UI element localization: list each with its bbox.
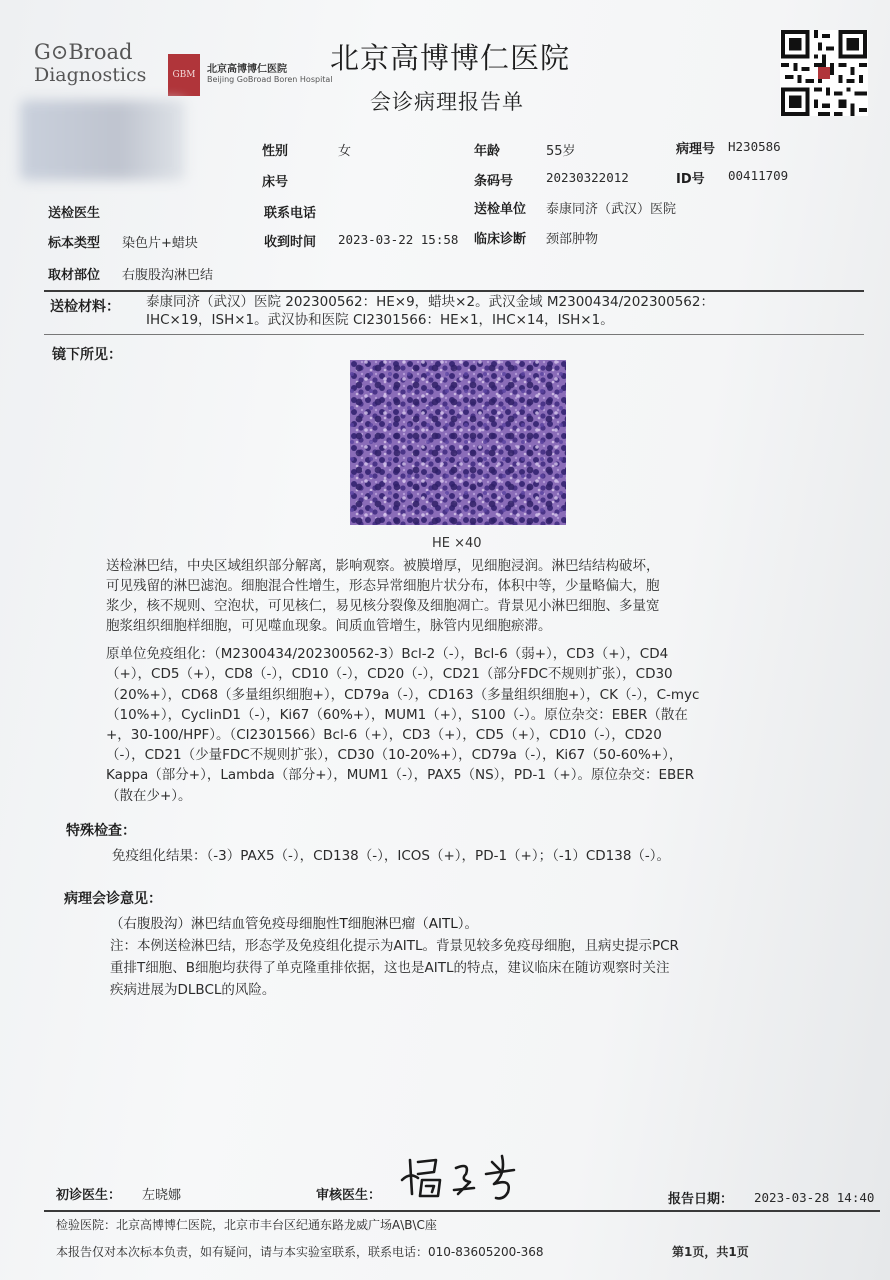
age-label: 年龄	[474, 144, 501, 159]
special-line: 免疫组化结果：（-3）PAX5（-），CD138（-），ICOS（+），PD-1（+）；（-1）CD138（-）。	[112, 848, 671, 864]
materials-line1: 泰康同济（武汉）医院 202300562：HE×9，蜡块×2。武汉金域 M2300434/202300562：	[146, 294, 714, 310]
initial-doctor-label: 初诊医生：	[56, 1188, 122, 1203]
site-value: 右腹股沟淋巴结	[122, 268, 214, 283]
received-label: 收到时间	[264, 235, 317, 250]
specimen-type-value: 染色片+蜡块	[122, 236, 198, 251]
micro-line-3: 浆少，核不规则、空泡状，可见核仁，易见核分裂像及细胞凋亡。背景见小淋巴细胞、多量宽	[106, 598, 660, 614]
logo-line1: G⊙Broad	[34, 40, 133, 64]
footer-note: 本报告仅对本次标本负责，如有疑问，请与本实验室联系，联系电话：010-83605200-368	[56, 1245, 544, 1259]
age-value: 55岁	[546, 144, 576, 159]
sex-value: 女	[338, 144, 352, 159]
microscopy-label: 镜下所见：	[52, 347, 122, 363]
he-micrograph	[350, 360, 566, 525]
special-label: 特殊检查：	[66, 823, 136, 839]
sex-label: 性别	[262, 144, 289, 159]
specimen-type-label: 标本类型	[48, 236, 101, 251]
gbm-logo: GBM	[168, 54, 200, 96]
report-date-label: 报告日期：	[668, 1192, 734, 1207]
opinion-label: 病理会诊意见：	[64, 891, 162, 907]
gobroad-logo	[34, 40, 146, 86]
doctor-label: 送检医生	[48, 206, 101, 221]
divider-materials	[44, 334, 864, 335]
pathology-no-label: 病理号	[676, 142, 716, 157]
handwritten-signature	[396, 1150, 536, 1205]
hospital-name: 北京高博博仁医院	[330, 41, 571, 75]
bed-label: 床号	[262, 175, 289, 190]
initial-doctor-value: 左晓娜	[142, 1188, 182, 1203]
micro-line-1: 送检淋巴结，中央区域组织部分解离，影响观察。被膜增厚，见细胞浸润。淋巴结结构破坏，	[106, 558, 660, 574]
phone-label: 联系电话	[264, 206, 317, 221]
site-label: 取材部位	[48, 268, 101, 283]
micrograph-caption: HE ×40	[432, 536, 482, 551]
opinion-line-3: 重排T细胞、B细胞均获得了单克隆重排依据，这也是AITL的特点，建议临床在随访观察时关注	[110, 960, 670, 976]
report-title: 会诊病理报告单	[370, 90, 524, 114]
micro-line-6: （+），CD5（+），CD8（-），CD10（-），CD20（-），CD21（部分FDC不规则扩张），CD30	[106, 666, 673, 682]
report-date-value: 2023-03-28 14:40	[754, 1190, 875, 1205]
footer-lab: 检验医院：北京高博博仁医院，北京市丰台区纪通东路龙威广场A\B\C座	[56, 1218, 437, 1232]
received-value: 2023-03-22 15:58	[338, 232, 459, 247]
logo-line2: Diagnostics	[34, 64, 147, 86]
opinion-line-2: 注：本例送检淋巴结，形态学及免疫组化提示为AITL。背景见较多免疫母细胞，且病史提示PCR	[110, 938, 679, 954]
unit-value: 泰康同济（武汉）医院	[546, 202, 677, 217]
opinion-line-1: （右腹股沟）淋巴结血管免疫母细胞性T细胞淋巴瘤（AITL）。	[110, 916, 478, 932]
pathology-no-value: H230586	[728, 139, 781, 154]
gbm-hospital-cn: 北京高博博仁医院	[207, 64, 287, 75]
review-doctor-label: 审核医生：	[316, 1188, 382, 1203]
qr-code-icon	[780, 30, 868, 116]
micro-line-10: （-），CD21（少量FDC不规则扩张），CD30（10-20%+），CD79a（-），Ki67（50-60%+），	[106, 747, 683, 763]
micro-line-12: （散在少+）。	[106, 788, 192, 804]
micro-line-2: 可见残留的淋巴滤泡。细胞混合性增生，形态异常细胞片状分布，体积中等，少量略偏大，胞	[106, 578, 660, 594]
id-label: ID号	[676, 172, 705, 187]
micro-line-5: 原单位免疫组化：（M2300434/202300562-3）Bcl-2（-），Bcl-6（弱+），CD3（+），CD4	[106, 646, 669, 662]
redacted-patient-name	[20, 100, 185, 180]
clinical-dx-value: 颈部肿物	[546, 232, 599, 247]
id-value: 00411709	[728, 168, 789, 183]
barcode-label: 条码号	[474, 174, 514, 189]
micro-line-4: 胞浆组织细胞样细胞，可见噬血现象。间质血管增生，脉管内见细胞瘀滞。	[106, 618, 552, 634]
materials-line2: IHC×19，ISH×1。武汉协和医院 CI2301566：HE×1，IHC×14，ISH×1。	[146, 312, 614, 328]
unit-label: 送检单位	[474, 202, 527, 217]
gbm-hospital-en: Beijing GoBroad Boren Hospital	[207, 75, 333, 84]
micro-line-11: Kappa（部分+），Lambda（部分+），MUM1（-），PAX5（NS），PD-1（+）。原位杂交：EBER	[106, 767, 695, 783]
opinion-line-4: 疾病进展为DLBCL的风险。	[110, 982, 276, 998]
footer-page: 第1页，共1页	[672, 1245, 749, 1259]
micro-line-8: （10%+），CyclinD1（-），Ki67（60%+），MUM1（+），S100（-）。原位杂交：EBER（散在	[106, 707, 688, 723]
clinical-dx-label: 临床诊断	[474, 232, 527, 247]
micro-line-9: +，30-100/HPF）。（CI2301566）Bcl-6（+），CD3（+），CD5（+），CD10（-），CD20	[106, 727, 662, 743]
micro-line-7: （20%+），CD68（多量组织细胞+），CD79a（-），CD163（多量组织细胞+），CK（-），C-myc	[106, 687, 700, 703]
barcode-value: 20230322012	[546, 170, 629, 185]
divider-footer	[44, 1210, 880, 1212]
materials-label: 送检材料：	[50, 299, 120, 315]
